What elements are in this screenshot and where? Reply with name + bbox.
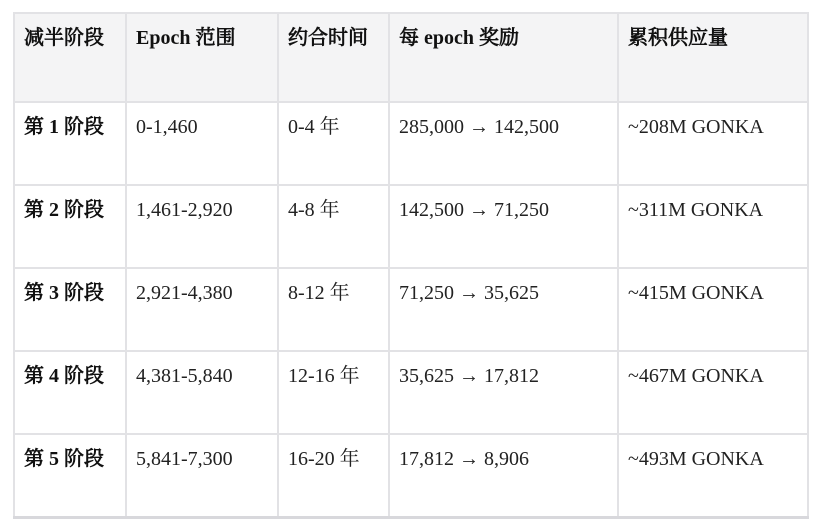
table-header-row xyxy=(14,13,808,102)
cell-epoch-range: 1,461-2,920 xyxy=(126,185,278,268)
halving-schedule-table xyxy=(13,12,809,519)
cell-stage: 第 4 阶段 xyxy=(14,351,126,434)
cell-time: 8-12 年 xyxy=(278,268,389,351)
cell-reward: 142,500 → 71,250 xyxy=(389,185,618,268)
column-header-supply: 累积供应量 xyxy=(618,13,808,102)
column-header-stage: 减半阶段 xyxy=(14,13,126,102)
column-header-time: 约合时间 xyxy=(278,13,389,102)
cell-time: 12-16 年 xyxy=(278,351,389,434)
table-row xyxy=(14,351,808,434)
cell-stage: 第 1 阶段 xyxy=(14,102,126,185)
cell-time: 0-4 年 xyxy=(278,102,389,185)
table-row xyxy=(14,434,808,517)
cell-stage: 第 3 阶段 xyxy=(14,268,126,351)
cell-stage: 第 5 阶段 xyxy=(14,434,126,517)
cell-epoch-range: 0-1,460 xyxy=(126,102,278,185)
cell-supply: ~493M GONKA xyxy=(618,434,808,517)
cell-reward: 35,625 → 17,812 xyxy=(389,351,618,434)
cell-epoch-range: 4,381-5,840 xyxy=(126,351,278,434)
table-row xyxy=(14,268,808,351)
cell-epoch-range: 2,921-4,380 xyxy=(126,268,278,351)
cell-stage: 第 2 阶段 xyxy=(14,185,126,268)
cell-epoch-range: 5,841-7,300 xyxy=(126,434,278,517)
column-header-epoch-range: Epoch 范围 xyxy=(126,13,278,102)
table-row xyxy=(14,185,808,268)
cell-supply: ~415M GONKA xyxy=(618,268,808,351)
cell-reward: 71,250 → 35,625 xyxy=(389,268,618,351)
cell-time: 16-20 年 xyxy=(278,434,389,517)
table-row xyxy=(14,102,808,185)
cell-time: 4-8 年 xyxy=(278,185,389,268)
cell-reward: 285,000 → 142,500 xyxy=(389,102,618,185)
cell-supply: ~208M GONKA xyxy=(618,102,808,185)
cell-reward: 17,812 → 8,906 xyxy=(389,434,618,517)
column-header-reward: 每 epoch 奖励 xyxy=(389,13,618,102)
cell-supply: ~311M GONKA xyxy=(618,185,808,268)
cell-supply: ~467M GONKA xyxy=(618,351,808,434)
